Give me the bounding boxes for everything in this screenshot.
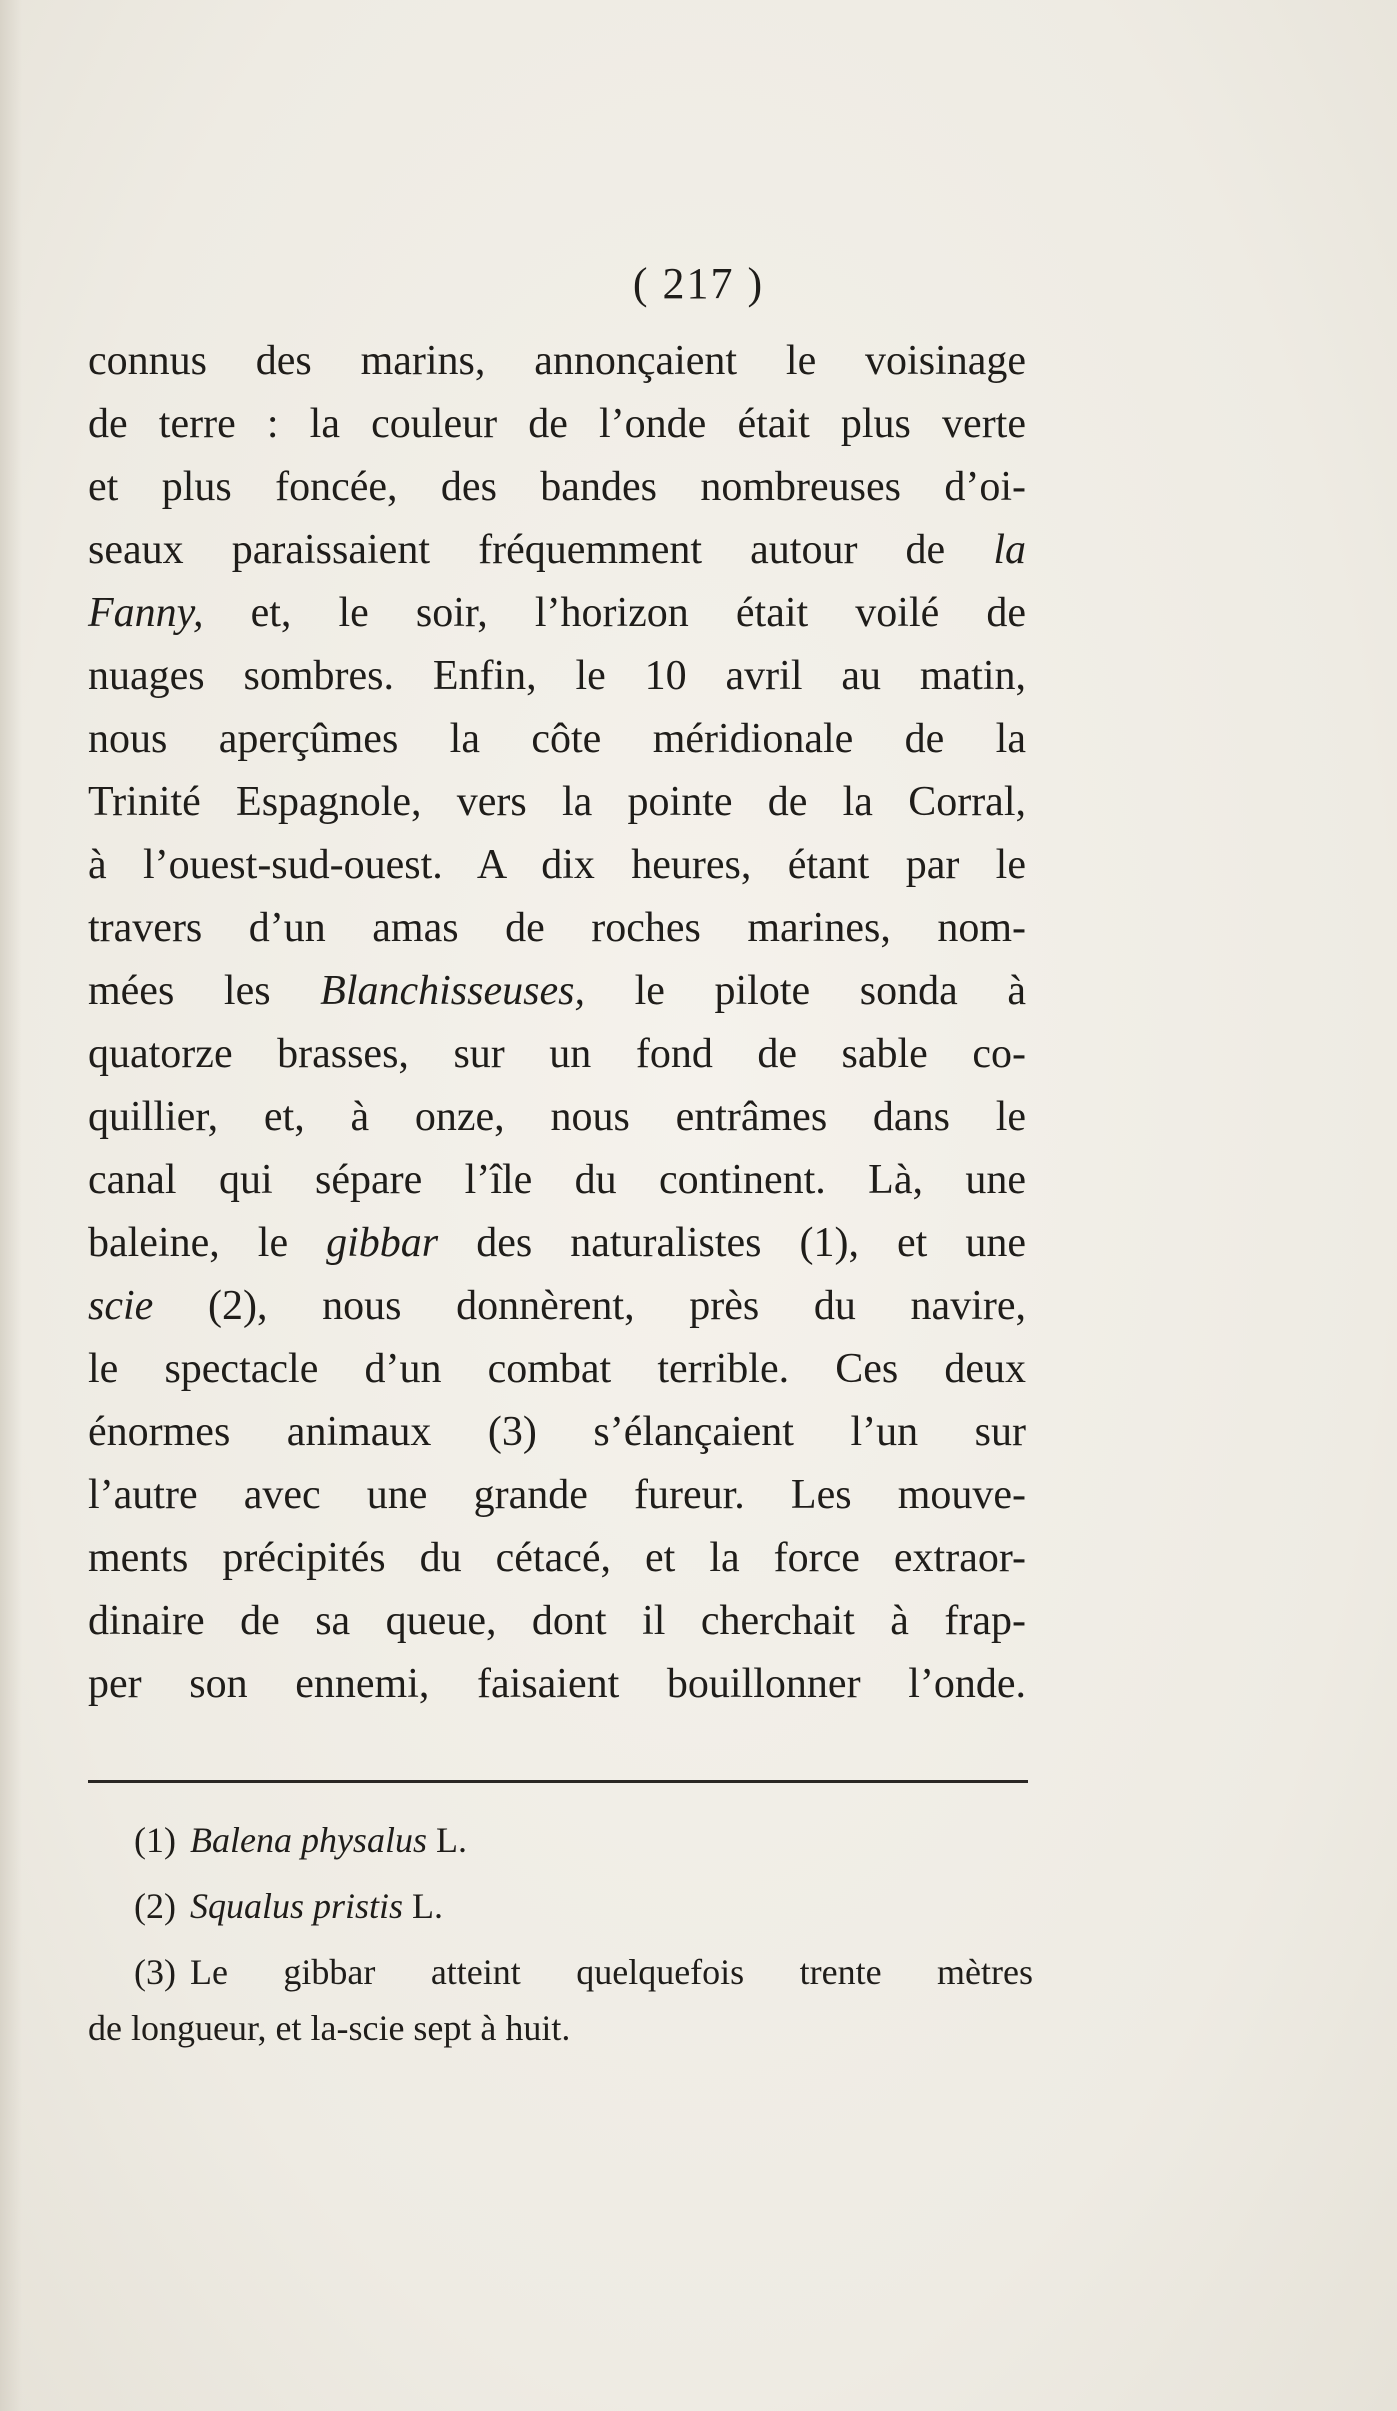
italic-text: Fanny, [88,590,204,636]
spine-shadow [0,0,22,2411]
text-line: le spectacle d’un combat terrible. Ces deux [88,1346,1026,1392]
footnote [88,1878,1033,1934]
text-line: de terre : la couleur de l’onde était plus verte [88,401,1026,447]
footnote-number: (2) [134,1886,176,1926]
text-line: per son ennemi, faisaient bouillonner l’onde. [88,1661,1026,1707]
italic-text: Blanchisseuses, [320,968,585,1014]
text-line: mées les Blanchisseuses, le pilote sonda à [88,968,1026,1014]
text-line: baleine, le gibbar des naturalistes (1), et une [88,1220,1026,1266]
text-line: nuages sombres. Enfin, le 10 avril au matin, [88,653,1026,699]
text-line: l’autre avec une grande fureur. Les mouve- [88,1472,1026,1518]
text-line: énormes animaux (3) s’élançaient l’un sur [88,1409,1026,1455]
footnote-text: Squalus pristis L. [189,1886,444,1926]
footnote-text: Balena physalus L. [189,1820,467,1860]
text-line: canal qui sépare l’île du continent. Là, une [88,1157,1026,1203]
page-number: ( 217 ) [632,259,765,308]
text-line: scie (2), nous donnèrent, près du navire, [88,1283,1026,1329]
italic-text: Balena physalus [189,1820,427,1860]
text-line: travers d’un amas de roches marines, nom- [88,905,1026,951]
italic-text: la [993,527,1026,573]
text-line: quillier, et, à onze, nous entrâmes dans le [88,1094,1026,1140]
italic-text: Squalus pristis [189,1886,404,1926]
text-line: ments précipités du cétacé, et la force extraor- [88,1535,1026,1581]
footnote-number: (3) [134,1952,176,1992]
footnote-divider [88,1780,1028,1783]
footnote [88,1944,1033,2000]
footnotes [88,1812,1033,2056]
footnote-number: (1) [134,1820,176,1860]
text-line: dinaire de sa queue, dont il cherchait à frap- [88,1598,1026,1644]
footnote [88,1812,1033,1868]
text-line: et plus foncée, des bandes nombreuses d’oi- [88,464,1026,510]
text-line: connus des marins, annonçaient le voisinage [88,338,1026,384]
text-line: seaux paraissaient fréquemment autour de la [88,527,1026,573]
text-line: quatorze brasses, sur un fond de sable co- [88,1031,1026,1077]
text-line: Trinité Espagnole, vers la pointe de la Corral, [88,779,1026,825]
footnote-text: Le gibbar atteint quelquefois trente mètres [189,1952,1033,1992]
italic-text: scie [88,1283,154,1329]
footnote-continuation: de longueur, et la-scie sept à huit. [88,2008,571,2048]
text-line: Fanny, et, le soir, l’horizon était voilé de [88,590,1026,636]
text-line: nous aperçûmes la côte méridionale de la [88,716,1026,762]
text-line: à l’ouest-sud-ouest. A dix heures, étant par le [88,842,1026,888]
italic-text: gibbar [326,1220,439,1266]
body-text [88,330,1026,1716]
